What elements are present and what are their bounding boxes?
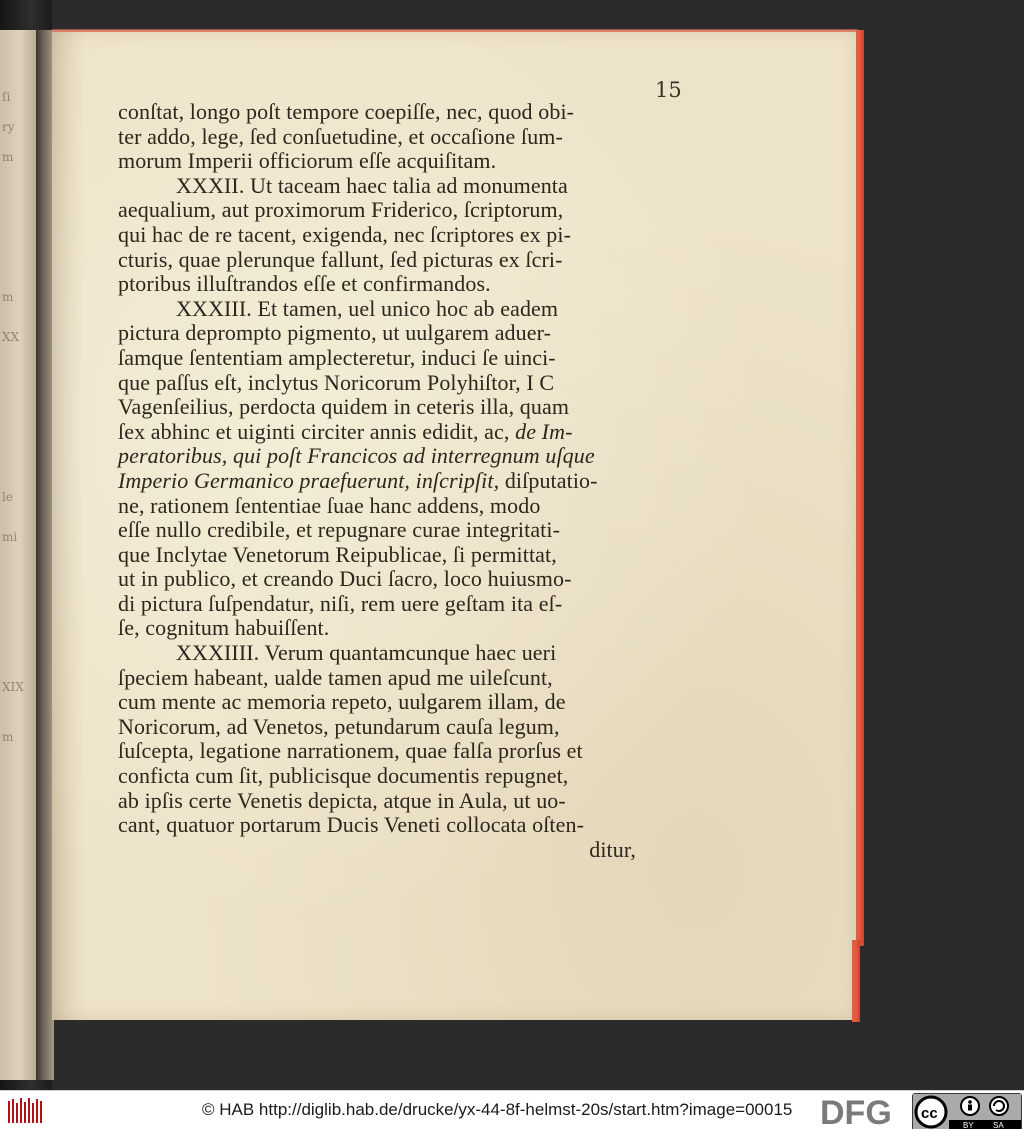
text-line — [118, 174, 666, 199]
svg-text:cc: cc — [921, 1105, 938, 1122]
text-line — [118, 125, 666, 150]
text-line — [118, 198, 666, 223]
text-line — [118, 371, 666, 396]
text-line — [118, 592, 666, 617]
text-line-content: eſſe nullo credibile, et repugnare curae integritati- — [118, 517, 561, 543]
text-line-content: peratoribus, qui poſt Francicos ad interregnum uſque — [118, 443, 595, 469]
text-line-content: XXXII. Ut taceam haec talia ad monumenta — [176, 172, 568, 198]
text-line-content: ne, rationem ſententiae ſuae hanc addens, modo — [118, 492, 541, 518]
text-line — [118, 715, 666, 740]
text-line — [118, 641, 666, 666]
page-number: 15 — [655, 78, 682, 102]
text-line-content: morum Imperii officiorum eſſe acquiſitam. — [118, 148, 497, 174]
text-line — [118, 272, 666, 297]
text-line-content: cturis, quae plerunque fallunt, ſed picturas ex ſcri- — [118, 246, 563, 272]
license-by-label: BY — [963, 1121, 974, 1129]
hab-logo-icon[interactable] — [6, 1095, 46, 1127]
text-line-content: ut in publico, et creando Duci ſacro, loco huiusmo- — [118, 566, 572, 592]
text-line — [118, 444, 666, 469]
dfg-logo-text: DFG — [820, 1094, 892, 1128]
page-text — [118, 100, 666, 862]
text-line-content: Imperio Germanico praefuerunt, inſcripſit, — [118, 467, 500, 493]
text-line-content: ſamque ſententiam amplecteretur, induci ſe uinci- — [118, 344, 556, 370]
text-line-content: di pictura ſuſpendatur, niſi, rem uere geſtam ita eſ- — [118, 590, 563, 616]
text-line — [118, 149, 666, 174]
text-line — [118, 789, 666, 814]
text-line-content: ptoribus illuſtrandos eſſe et confirmandos. — [118, 271, 491, 297]
text-line — [118, 100, 666, 125]
text-line — [118, 321, 666, 346]
text-line-italic: de Im- — [515, 418, 573, 444]
text-line — [118, 297, 666, 322]
text-line-content: que paſſus eſt, inclytus Noricorum Polyhiſtor, I C — [118, 369, 555, 395]
text-line-content: ſuſcepta, legatione narrationem, quae falſa prorſus et — [118, 738, 583, 764]
text-line — [118, 739, 666, 764]
text-line — [118, 543, 666, 568]
text-line — [118, 518, 666, 543]
text-line-content: XXXIIII. Verum quantamcunque haec ueri — [176, 640, 557, 666]
text-line — [118, 395, 666, 420]
text-line — [118, 666, 666, 691]
text-line-tail: diſputatio- — [504, 467, 598, 493]
text-line-content: ſex abhinc et uiginti circiter annis edidit, ac, — [118, 418, 510, 444]
text-line — [118, 494, 666, 519]
text-line — [118, 567, 666, 592]
copyright-link[interactable]: © HAB http://diglib.hab.de/drucke/yx-44-8f-helmst-20s/start.htm?image=00015 — [202, 1100, 793, 1119]
text-line-content: que Inclytae Venetorum Reipublicae, ſi permittat, — [118, 541, 557, 567]
red-page-edge — [856, 30, 864, 946]
text-line-content: cum mente ac memoria repeto, uulgarem illam, de — [118, 689, 566, 715]
cc-by-sa-icon — [913, 1094, 1021, 1129]
text-line — [118, 813, 666, 838]
text-line-content: ditur, — [589, 836, 636, 862]
text-line-content: cant, quatuor portarum Ducis Veneti collocata oſten- — [118, 812, 585, 838]
red-page-edge-lower — [852, 940, 860, 1022]
text-line-content: qui hac de re tacent, exigenda, nec ſcriptores ex pi- — [118, 221, 572, 247]
footer-bar — [0, 1090, 1024, 1129]
text-line — [118, 616, 666, 641]
text-line — [118, 690, 666, 715]
text-line — [118, 223, 666, 248]
cc-license-badge[interactable] — [912, 1093, 1022, 1129]
text-line-content: Vagenſeilius, perdocta quidem in ceteris illa, quam — [118, 394, 570, 420]
dfg-logo-icon[interactable] — [818, 1094, 910, 1128]
text-line — [118, 248, 666, 273]
text-line — [118, 469, 666, 494]
license-sa-label: SA — [993, 1121, 1004, 1129]
text-line — [118, 764, 666, 789]
text-line-content: ſe, cognitum habuiſſent. — [118, 615, 330, 641]
text-line — [118, 838, 666, 863]
text-line-content: pictura deprompto pigmento, ut uulgarem aduer- — [118, 320, 552, 346]
text-line — [118, 420, 666, 445]
text-line-content: conficta cum ſit, publicisque documentis repugnet, — [118, 763, 569, 789]
text-line-content: Noricorum, ad Venetos, petundarum cauſa legum, — [118, 713, 560, 739]
text-line-content: conſtat, longo poſt tempore coepiſſe, nec, quod obi- — [118, 99, 575, 124]
text-line-content: XXXIII. Et tamen, uel unico hoc ab eadem — [176, 295, 559, 321]
text-line-content: ter addo, lege, ſed conſuetudine, et occaſione ſum- — [118, 123, 563, 149]
page-top-edge — [52, 29, 858, 32]
text-line-content: ſpeciem habeant, ualde tamen apud me uileſcunt, — [118, 664, 553, 690]
text-line-content: ab ipſis certe Venetis depicta, atque in Aula, ut uo- — [118, 787, 566, 813]
facing-page-edge: ſi ry m m XX le mi XIX m — [0, 30, 36, 1080]
text-line — [118, 346, 666, 371]
text-line-content: aequalium, aut proximorum Friderico, ſcriptorum, — [118, 197, 564, 223]
